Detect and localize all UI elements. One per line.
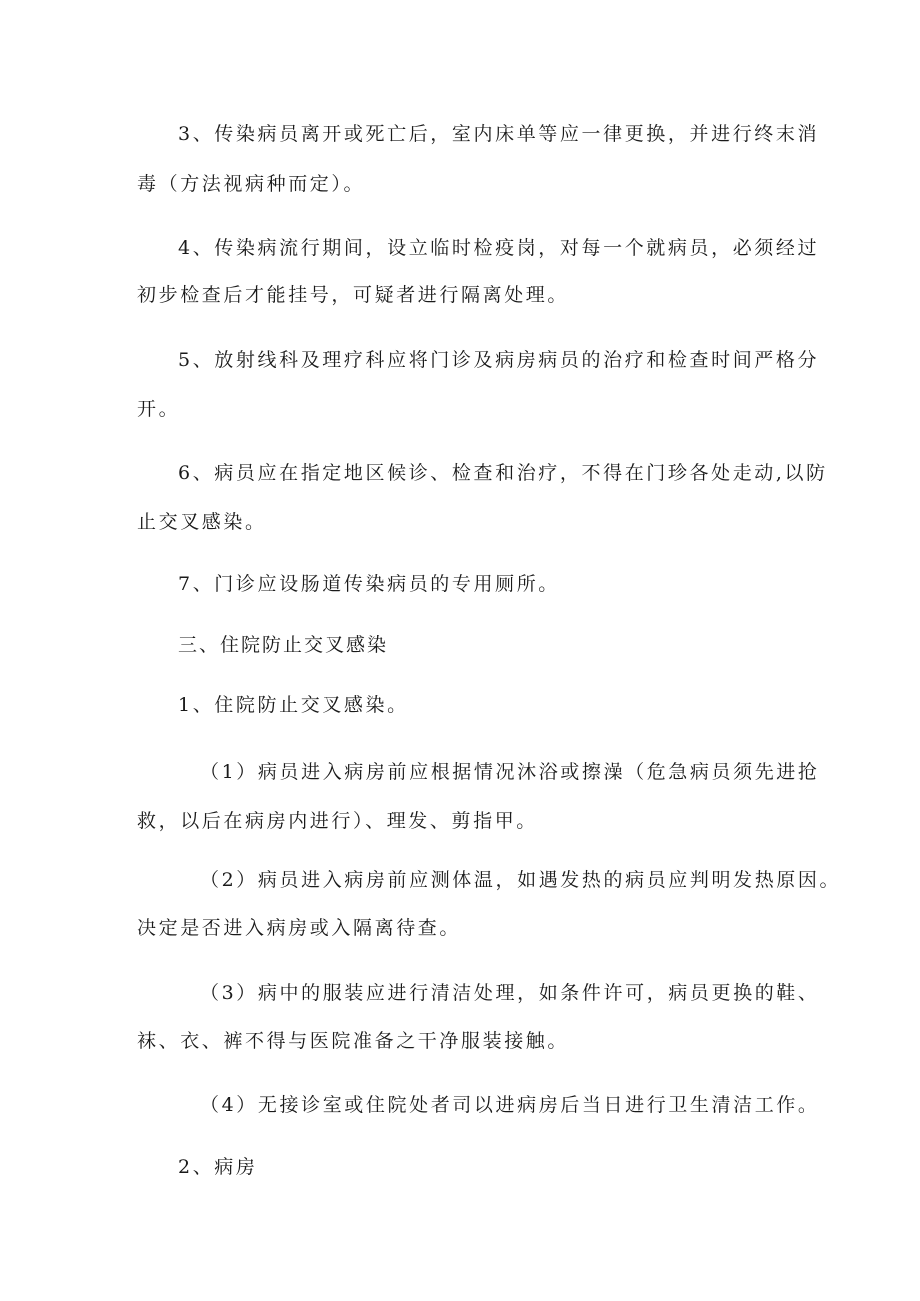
paragraph-item-3-line-1: 3、传染病员离开或死亡后，室内床单等应一律更换，并进行终末消 — [178, 123, 820, 145]
section-heading-3: 三、住院防止交叉感染 — [178, 634, 389, 656]
paragraph-item-3-line-2: 毒（方法视病种而定）。 — [137, 173, 366, 195]
paragraph-item-4-line-2: 初步检查后才能挂号，可疑者进行隔离处理。 — [137, 284, 570, 306]
subsection-heading-1: 1、住院防止交叉感染。 — [178, 694, 409, 716]
paragraph-item-6-line-2: 止交叉感染。 — [137, 511, 267, 533]
paragraph-item-7: 7、门诊应设肠道传染病员的专用厕所。 — [178, 573, 560, 595]
subsection-heading-2: 2、病房 — [178, 1156, 258, 1178]
paragraph-sub-3-line-1: （3）病中的服装应进行清洁处理，如条件许可，病员更换的鞋、 — [200, 982, 820, 1004]
paragraph-item-5-line-2: 开。 — [137, 398, 181, 420]
paragraph-sub-4: （4）无接诊室或住院处者司以进病房后当日进行卫生清洁工作。 — [200, 1094, 820, 1116]
paragraph-item-5-line-1: 5、放射线科及理疗科应将门诊及病房病员的治疗和检查时间严格分 — [178, 349, 820, 371]
paragraph-sub-3-line-2: 袜、衣、裤不得与医院准备之干净服装接触。 — [137, 1030, 570, 1052]
paragraph-item-6-line-1: 6、病员应在指定地区候诊、检查和治疗，不得在门珍各处走动,以防 — [178, 462, 828, 484]
paragraph-sub-2-line-1: （2）病员进入病房前应测体温，如遇发热的病员应判明发热原因。 — [200, 869, 842, 891]
paragraph-sub-1-line-1: （1）病员进入病房前应根据情况沐浴或擦澡（危急病员须先进抢 — [200, 761, 820, 783]
paragraph-sub-1-line-2: 救，以后在病房内进行）、理发、剪指甲。 — [137, 810, 538, 832]
paragraph-item-4-line-1: 4、传染病流行期间，设立临时检疫岗，对每一个就病员，必须经过 — [178, 237, 820, 259]
paragraph-sub-2-line-2: 决定是否进入病房或入隔离待查。 — [137, 917, 462, 939]
